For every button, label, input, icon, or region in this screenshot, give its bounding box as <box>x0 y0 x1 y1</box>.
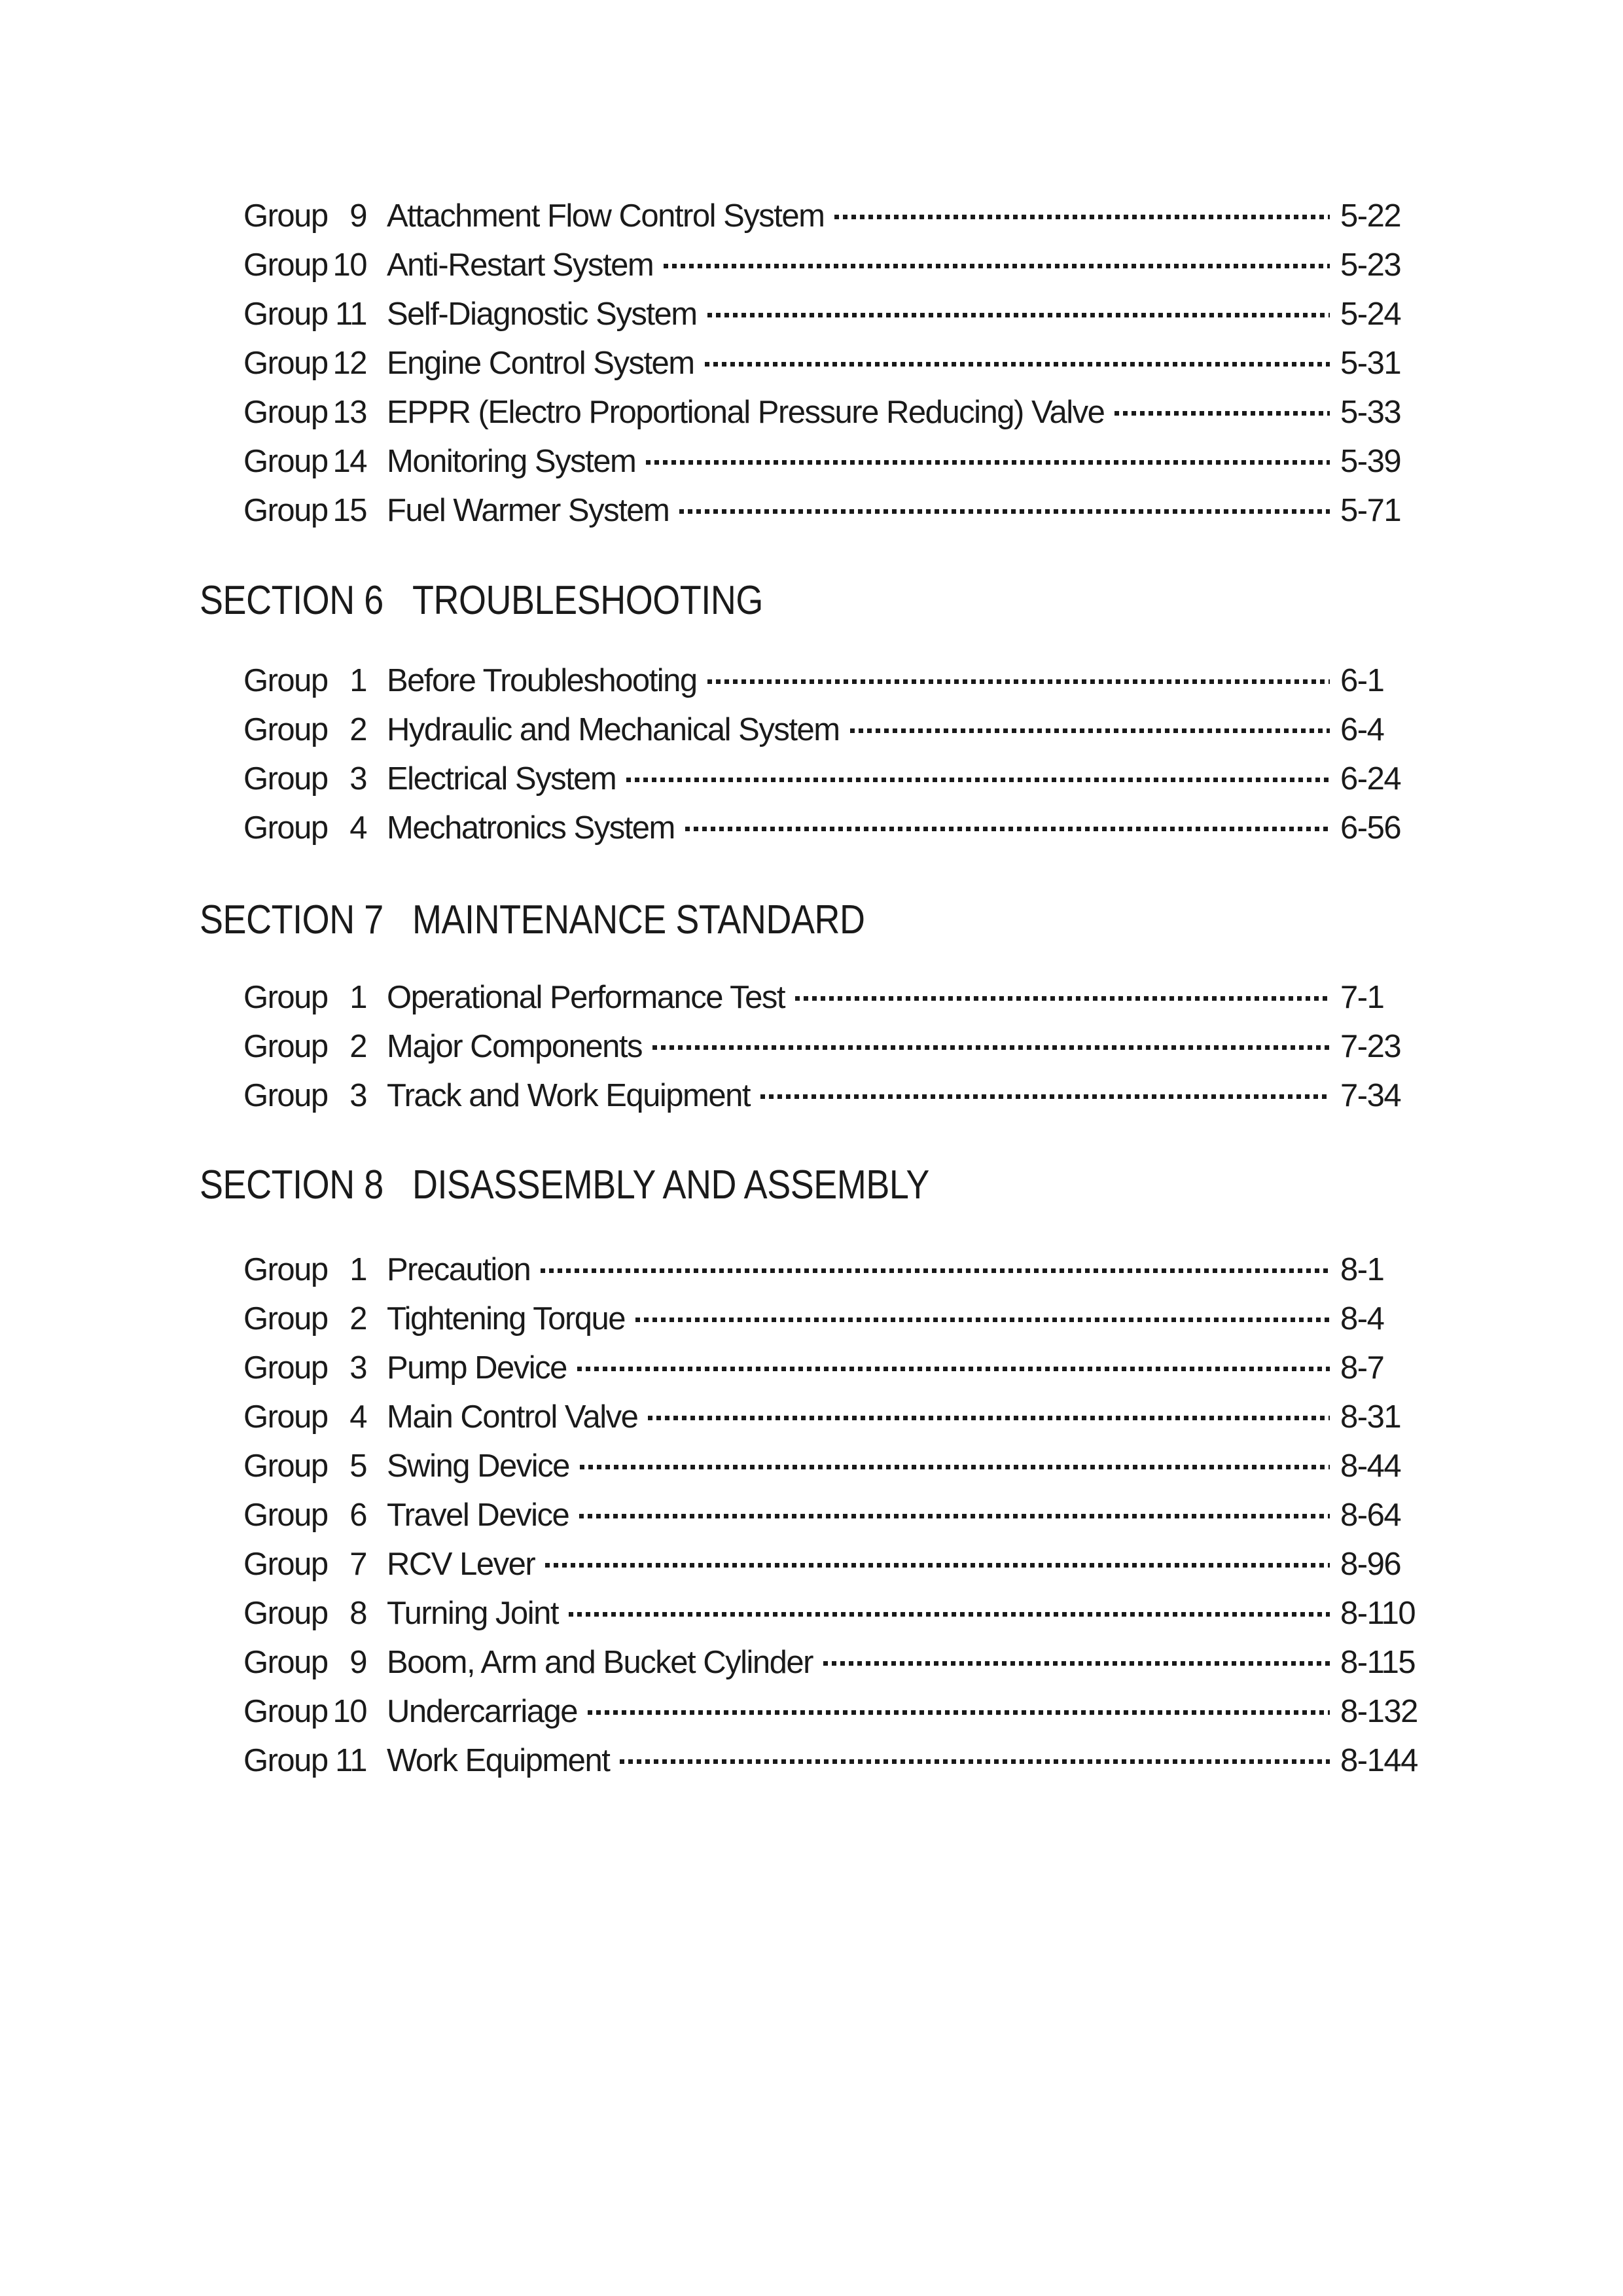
dot-leader-line <box>795 996 1330 1001</box>
toc-entry <box>0 1392 1623 1441</box>
entry-page-number: 5-24 <box>1340 296 1401 332</box>
toc-entry <box>0 803 1623 852</box>
dot-leader-line <box>707 313 1330 317</box>
entry-page-number: 5-39 <box>1340 443 1401 479</box>
entry-page-number: 8-44 <box>1340 1448 1401 1484</box>
group-word: Group <box>243 1300 328 1336</box>
dot-leader-line <box>580 1465 1330 1469</box>
dot-leader-line <box>679 509 1330 514</box>
entry-title: Boom, Arm and Bucket Cylinder <box>387 1644 813 1680</box>
entry-page-number: 5-22 <box>1340 198 1401 234</box>
dot-leader-line <box>707 679 1330 684</box>
entry-title: Hydraulic and Mechanical System <box>387 711 840 747</box>
toc-entry <box>0 1490 1623 1539</box>
group-number: 5 <box>349 1448 366 1484</box>
entry-title: Electrical System <box>387 761 616 797</box>
entry-title: Before Troubleshooting <box>387 662 697 698</box>
group-number: 12 <box>332 345 366 381</box>
group-number: 8 <box>349 1595 366 1631</box>
group-number: 6 <box>349 1497 366 1533</box>
group-word: Group <box>243 394 328 430</box>
section-heading <box>0 571 1623 630</box>
toc-entry <box>0 656 1623 705</box>
entry-title: Tightening Torque <box>387 1300 626 1336</box>
dot-leader-line <box>545 1563 1330 1568</box>
toc-entry <box>0 1245 1623 1294</box>
toc-entry <box>0 1638 1623 1687</box>
entry-page-number: 5-33 <box>1340 394 1401 430</box>
dot-leader-line <box>834 215 1330 219</box>
entry-page-number: 5-23 <box>1340 247 1401 283</box>
group-number: 2 <box>349 1028 366 1064</box>
toc-entry <box>0 338 1623 387</box>
entry-title: Precaution <box>387 1251 531 1287</box>
entry-title: Undercarriage <box>387 1693 577 1729</box>
toc-sections <box>0 191 1623 1785</box>
group-number: 9 <box>349 1644 366 1680</box>
group-number: 11 <box>335 1742 366 1778</box>
group-word: Group <box>243 1595 328 1631</box>
entry-title: Operational Performance Test <box>387 979 785 1015</box>
entry-page-number: 5-31 <box>1340 345 1401 381</box>
section-title: TROUBLESHOOTING <box>412 577 763 623</box>
dot-leader-line <box>569 1612 1330 1617</box>
entry-page-number: 6-24 <box>1340 761 1401 797</box>
group-number: 7 <box>349 1546 366 1582</box>
entry-page-number: 7-23 <box>1340 1028 1401 1064</box>
entry-page-number: 8-31 <box>1340 1399 1401 1435</box>
group-word: Group <box>243 1644 328 1680</box>
entry-title: Major Components <box>387 1028 642 1064</box>
group-number: 10 <box>332 247 366 283</box>
entry-title: EPPR (Electro Proportional Pressure Reducing) Valve <box>387 394 1105 430</box>
toc-entry <box>0 1539 1623 1588</box>
group-number: 15 <box>332 492 366 528</box>
entry-title: Anti-Restart System <box>387 247 654 283</box>
dot-leader-line <box>646 460 1330 465</box>
entry-page-number: 8-1 <box>1340 1251 1384 1287</box>
entry-page-number: 8-144 <box>1340 1742 1418 1778</box>
group-number: 10 <box>332 1693 366 1729</box>
section-heading-text <box>200 897 865 943</box>
entry-page-number: 8-115 <box>1340 1644 1416 1680</box>
toc-section <box>0 571 1623 852</box>
section-heading <box>0 890 1623 949</box>
group-number: 1 <box>349 1251 366 1287</box>
dot-leader-line <box>1115 411 1330 416</box>
toc-entry <box>0 1687 1623 1736</box>
entry-title: Monitoring System <box>387 443 636 479</box>
entry-title: Main Control Valve <box>387 1399 638 1435</box>
toc-entry <box>0 387 1623 437</box>
group-word: Group <box>243 1077 328 1113</box>
toc-entry <box>0 1588 1623 1638</box>
section-entries <box>0 656 1623 852</box>
group-word: Group <box>243 711 328 747</box>
group-number: 14 <box>332 443 366 479</box>
group-number: 3 <box>349 1077 366 1113</box>
toc-entry <box>0 437 1623 486</box>
group-number: 3 <box>349 1350 366 1386</box>
group-word: Group <box>243 662 328 698</box>
section-entries <box>0 191 1623 535</box>
group-word: Group <box>243 345 328 381</box>
group-word: Group <box>243 1497 328 1533</box>
group-number: 9 <box>349 198 366 234</box>
entry-title: Swing Device <box>387 1448 569 1484</box>
group-word: Group <box>243 1693 328 1729</box>
entry-page-number: 5-71 <box>1340 492 1401 528</box>
entry-page-number: 6-56 <box>1340 810 1401 846</box>
group-word: Group <box>243 1350 328 1386</box>
section-heading-text <box>200 577 763 624</box>
entry-title: Pump Device <box>387 1350 567 1386</box>
group-number: 13 <box>332 394 366 430</box>
dot-leader-line <box>635 1318 1330 1322</box>
group-word: Group <box>243 247 328 283</box>
dot-leader-line <box>823 1661 1330 1666</box>
dot-leader-line <box>664 264 1330 268</box>
section-title: DISASSEMBLY AND ASSEMBLY <box>412 1162 929 1208</box>
toc-entry <box>0 289 1623 338</box>
toc-entry <box>0 240 1623 289</box>
group-number: 2 <box>349 711 366 747</box>
group-number: 4 <box>349 1399 366 1435</box>
group-word: Group <box>243 1546 328 1582</box>
dot-leader-line <box>626 778 1330 782</box>
section-number: SECTION 8 <box>200 1162 383 1208</box>
section-title: MAINTENANCE STANDARD <box>412 897 865 942</box>
toc-entry <box>0 754 1623 803</box>
group-word: Group <box>243 492 328 528</box>
group-number: 1 <box>349 662 366 698</box>
entry-page-number: 8-4 <box>1340 1300 1384 1336</box>
entry-title: Self-Diagnostic System <box>387 296 697 332</box>
section-entries <box>0 1245 1623 1785</box>
group-word: Group <box>243 810 328 846</box>
group-word: Group <box>243 1742 328 1778</box>
entry-title: RCV Lever <box>387 1546 535 1582</box>
group-word: Group <box>243 761 328 797</box>
entry-page-number: 6-4 <box>1340 711 1384 747</box>
toc-section <box>0 191 1623 535</box>
entry-title: Travel Device <box>387 1497 569 1533</box>
section-entries <box>0 973 1623 1120</box>
entry-page-number: 6-1 <box>1340 662 1384 698</box>
dot-leader-line <box>850 728 1330 733</box>
toc-entry <box>0 191 1623 240</box>
toc-entry <box>0 1736 1623 1785</box>
group-word: Group <box>243 979 328 1015</box>
section-heading-text <box>200 1162 929 1208</box>
group-word: Group <box>243 198 328 234</box>
section-heading <box>0 1155 1623 1214</box>
group-number: 2 <box>349 1300 366 1336</box>
group-word: Group <box>243 296 328 332</box>
group-number: 3 <box>349 761 366 797</box>
dot-leader-line <box>648 1416 1330 1420</box>
toc-section <box>0 890 1623 1120</box>
toc-entry <box>0 1294 1623 1343</box>
dot-leader-line <box>652 1045 1330 1050</box>
dot-leader-line <box>541 1268 1330 1273</box>
toc-entry <box>0 705 1623 754</box>
group-number: 11 <box>335 296 366 332</box>
section-number: SECTION 7 <box>200 897 383 942</box>
group-number: 4 <box>349 810 366 846</box>
entry-title: Mechatronics System <box>387 810 675 846</box>
entry-page-number: 8-96 <box>1340 1546 1401 1582</box>
toc-section <box>0 1155 1623 1785</box>
entry-title: Attachment Flow Control System <box>387 198 825 234</box>
entry-page-number: 8-7 <box>1340 1350 1384 1386</box>
entry-title: Turning Joint <box>387 1595 558 1631</box>
dot-leader-line <box>588 1710 1330 1715</box>
toc-entry <box>0 973 1623 1022</box>
group-word: Group <box>243 1448 328 1484</box>
entry-page-number: 7-1 <box>1340 979 1384 1015</box>
group-number: 1 <box>349 979 366 1015</box>
entry-page-number: 7-34 <box>1340 1077 1401 1113</box>
dot-leader-line <box>579 1514 1330 1518</box>
section-number: SECTION 6 <box>200 577 383 623</box>
entry-title: Fuel Warmer System <box>387 492 669 528</box>
dot-leader-line <box>685 827 1330 831</box>
group-word: Group <box>243 1251 328 1287</box>
group-word: Group <box>243 1028 328 1064</box>
toc-entry <box>0 486 1623 535</box>
entry-page-number: 8-64 <box>1340 1497 1401 1533</box>
entry-title: Work Equipment <box>387 1742 610 1778</box>
dot-leader-line <box>705 362 1330 367</box>
dot-leader-line <box>760 1094 1330 1099</box>
toc-entry <box>0 1441 1623 1490</box>
dot-leader-line <box>577 1367 1330 1371</box>
group-word: Group <box>243 443 328 479</box>
toc-entry <box>0 1343 1623 1392</box>
toc-entry <box>0 1071 1623 1120</box>
entry-page-number: 8-110 <box>1340 1595 1416 1631</box>
entry-title: Track and Work Equipment <box>387 1077 750 1113</box>
dot-leader-line <box>620 1759 1330 1764</box>
group-word: Group <box>243 1399 328 1435</box>
entry-title: Engine Control System <box>387 345 694 381</box>
toc-entry <box>0 1022 1623 1071</box>
entry-page-number: 8-132 <box>1340 1693 1418 1729</box>
